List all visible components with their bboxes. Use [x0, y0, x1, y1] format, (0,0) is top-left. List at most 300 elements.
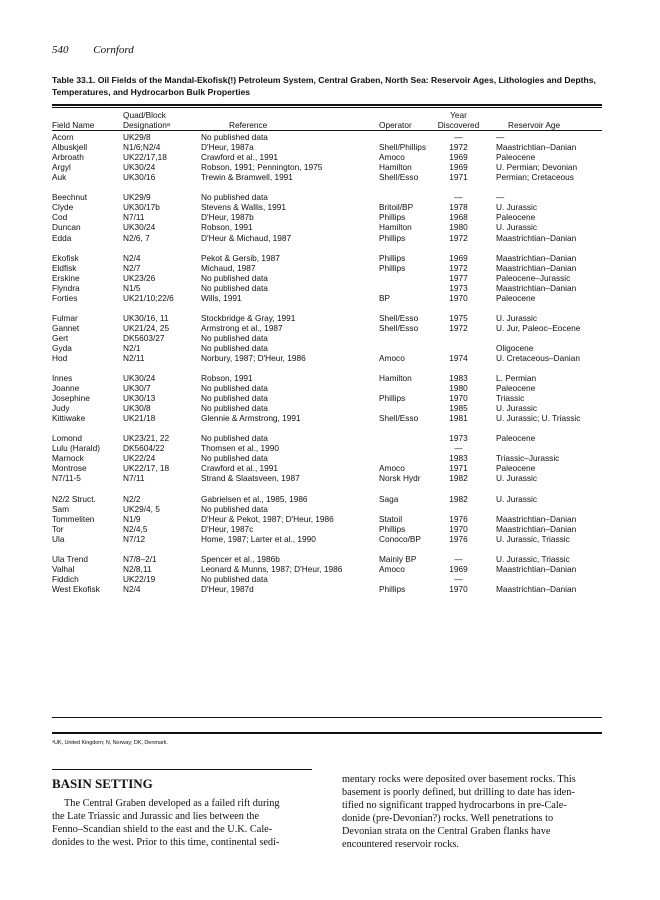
- cell-reference: No published data: [201, 573, 268, 584]
- cell-designation: UK22/24: [123, 453, 156, 464]
- cell-field-name: Forties: [52, 292, 78, 303]
- table-row: [52, 574, 602, 584]
- cell-year: 1975: [449, 312, 468, 323]
- cell-field-name: Ekofisk: [52, 252, 79, 263]
- cell-operator: Phillips: [379, 252, 406, 263]
- cell-designation: N2/4: [123, 583, 141, 594]
- table-top-rule: [52, 104, 602, 106]
- body-line: basement is poorly defined, but drilling to date has iden-: [342, 787, 575, 798]
- cell-designation: UK30/24: [123, 222, 156, 233]
- cell-field-name: Ula Trend: [52, 553, 88, 564]
- cell-reference: Leonard & Munns, 1987; D'Heur, 1986: [201, 563, 343, 574]
- group-spacer: [52, 544, 602, 554]
- cell-operator: Britoil/BP: [379, 202, 414, 213]
- cell-designation: UK21/18: [123, 413, 156, 424]
- cell-designation: N1/6;N2/4: [123, 142, 161, 153]
- cell-field-name: Gyda: [52, 342, 72, 353]
- cell-field-name: Eldfisk: [52, 262, 77, 273]
- cell-designation: UK30/17b: [123, 202, 160, 213]
- cell-operator: Amoco: [379, 152, 405, 163]
- cell-reservoir-age: Triassic–Jurassic: [496, 453, 560, 464]
- cell-operator: Shell/Esso: [379, 322, 419, 333]
- cell-field-name: N2/2 Struct.: [52, 493, 96, 504]
- cell-reference: No published data: [201, 433, 268, 444]
- cell-year: —: [454, 132, 463, 143]
- cell-reservoir-age: Maastrichtian–Danian: [496, 252, 577, 263]
- cell-operator: [371, 574, 431, 584]
- cell-year: [431, 333, 486, 343]
- cell-operator: Phillips: [379, 262, 406, 273]
- cell-designation: N1/5: [123, 282, 141, 293]
- cell-reservoir-age: U. Jurassic, Triassic: [496, 553, 570, 564]
- cell-operator: Hamilton: [379, 222, 412, 233]
- cell-reservoir-age: [486, 333, 602, 343]
- cell-year: 1973: [449, 433, 468, 444]
- cell-field-name: Beechnut: [52, 192, 88, 203]
- table-row: [52, 202, 602, 212]
- cell-reference: D'Heur, 1987a: [201, 142, 254, 153]
- cell-designation: UK29/4, 5: [123, 503, 160, 514]
- cell-operator: Phillips: [379, 583, 406, 594]
- col-header-reservoir-age: Reservoir Age: [508, 120, 561, 131]
- cell-reference: Crawford et al., 1991: [201, 152, 279, 163]
- cell-operator: Amoco: [379, 563, 405, 574]
- table-row: [52, 393, 602, 403]
- cell-year: 1978: [449, 202, 468, 213]
- cell-reservoir-age: Maastrichtian–Danian: [496, 142, 577, 153]
- cell-year: 1983: [449, 453, 468, 464]
- table-row: [52, 564, 602, 574]
- body-line: mentary rocks were deposited over basement rocks. This: [342, 774, 576, 785]
- cell-field-name: Arbroath: [52, 152, 84, 163]
- table-row: [52, 323, 602, 333]
- cell-year: 1980: [449, 222, 468, 233]
- cell-operator: Shell/Esso: [379, 312, 419, 323]
- cell-reservoir-age: [486, 504, 602, 514]
- table-bottom-rule: [52, 717, 602, 718]
- cell-reservoir-age: Paleocene: [496, 212, 536, 223]
- table-row: [52, 473, 602, 483]
- cell-reference: D'Heur & Michaud, 1987: [201, 232, 292, 243]
- cell-year: 1971: [449, 172, 468, 183]
- cell-reference: Gabrielsen et al., 1985, 1986: [201, 493, 308, 504]
- table-footnote: ᵃUK, United Kingdom; N, Norway; DK, Denmark.: [52, 740, 168, 746]
- cell-designation: UK30/24: [123, 162, 156, 173]
- cell-reference: No published data: [201, 453, 268, 464]
- cell-operator: [371, 192, 431, 202]
- table-row: [52, 212, 602, 222]
- col-header-reference: Reference: [229, 120, 268, 131]
- cell-reference: No published data: [201, 342, 268, 353]
- cell-reservoir-age: U. Jurassic; U. Triassic: [496, 413, 581, 424]
- cell-designation: UK21/24, 25: [123, 322, 170, 333]
- cell-reference: Spencer et al., 1986b: [201, 553, 280, 564]
- cell-year: 1969: [449, 152, 468, 163]
- group-spacer: [52, 484, 602, 494]
- cell-field-name: Tommeliten: [52, 513, 95, 524]
- cell-year: 1968: [449, 212, 468, 223]
- cell-reference: Michaud, 1987: [201, 262, 256, 273]
- cell-operator: Phillips: [379, 393, 406, 404]
- col-header-year: Year: [450, 110, 467, 120]
- cell-reservoir-age: Paleocene: [496, 433, 536, 444]
- table-row: [52, 162, 602, 172]
- cell-designation: UK29/8: [123, 132, 151, 143]
- cell-field-name: N7/11-5: [52, 473, 81, 484]
- cell-year: 1972: [449, 262, 468, 273]
- table-row: [52, 494, 602, 504]
- cell-operator: Amoco: [379, 352, 405, 363]
- table-end-rule: [52, 732, 602, 734]
- cell-field-name: Gannet: [52, 322, 80, 333]
- cell-operator: Statoil: [379, 513, 403, 524]
- running-author: Cornford: [93, 44, 134, 56]
- group-spacer: [52, 423, 602, 433]
- cell-reference: Stockbridge & Gray, 1991: [201, 312, 296, 323]
- cell-operator: Phillips: [379, 232, 406, 243]
- cell-reservoir-age: Maastrichtian–Danian: [496, 513, 577, 524]
- table-row: [52, 433, 602, 443]
- cell-field-name: Acorn: [52, 132, 74, 143]
- cell-operator: Norsk Hydr: [379, 473, 421, 484]
- running-header: [52, 44, 134, 56]
- table-caption: Table 33.1. Oil Fields of the Mandal-Ekofisk(!) Petroleum System, Central Graben, North Sea: Reservoir Ages, Lithologies and Depths, Temperatures, and Hydrocarbon Bulk Properties: [52, 75, 596, 97]
- cell-reference: Stevens & Wallis, 1991: [201, 202, 287, 213]
- cell-field-name: Fulmar: [52, 312, 78, 323]
- body-line: The Central Graben developed as a failed rift during: [64, 798, 280, 809]
- table-row: [52, 514, 602, 524]
- cell-reference: Norbury, 1987; D'Heur, 1986: [201, 352, 306, 363]
- table-row: [52, 313, 602, 323]
- cell-designation: DK5604/22: [123, 443, 165, 454]
- cell-reservoir-age: Maastrichtian–Danian: [496, 232, 577, 243]
- cell-designation: UK21/10;22/6: [123, 292, 174, 303]
- cell-reservoir-age: U. Jurassic, Triassic: [496, 533, 570, 544]
- cell-year: [431, 504, 486, 514]
- cell-designation: N2/1: [123, 342, 141, 353]
- cell-designation: N7/11: [123, 473, 145, 484]
- table-row: [52, 222, 602, 232]
- cell-designation: N2/6, 7: [123, 232, 150, 243]
- cell-operator: Conoco/BP: [379, 533, 421, 544]
- cell-operator: [371, 273, 431, 283]
- cell-reservoir-age: —: [496, 192, 505, 203]
- cell-year: 1970: [449, 393, 468, 404]
- cell-field-name: Tor: [52, 523, 64, 534]
- table-row: [52, 524, 602, 534]
- cell-field-name: Josephine: [52, 393, 90, 404]
- cell-reference: No published data: [201, 393, 268, 404]
- section-rule: [52, 769, 312, 770]
- cell-designation: N2/8,11: [123, 563, 152, 574]
- table-row: [52, 172, 602, 182]
- cell-year: 1969: [449, 563, 468, 574]
- cell-year: —: [454, 192, 463, 203]
- cell-field-name: Duncan: [52, 222, 81, 233]
- cell-designation: N2/4,5: [123, 523, 148, 534]
- table-row: [52, 373, 602, 383]
- section-title: BASIN SETTING: [52, 776, 153, 791]
- cell-field-name: Lulu (Harald): [52, 443, 100, 454]
- cell-field-name: Hod: [52, 352, 68, 363]
- cell-field-name: Albuskjell: [52, 142, 88, 153]
- cell-reservoir-age: U. Permian; Devonian: [496, 162, 578, 173]
- col-header-quad: Quad/Block: [123, 110, 166, 120]
- cell-reservoir-age: [486, 574, 602, 584]
- cell-year: 1976: [449, 533, 468, 544]
- cell-reference: Strand & Slaatsveen, 1987: [201, 473, 300, 484]
- cell-year: 1976: [449, 513, 468, 524]
- cell-reservoir-age: Oligocene: [496, 342, 534, 353]
- cell-reservoir-age: Paleocene: [496, 292, 536, 303]
- cell-designation: N2/4: [123, 252, 141, 263]
- table-row: [52, 233, 602, 243]
- cell-reference: Home, 1987; Larter et al., 1990: [201, 533, 316, 544]
- cell-reservoir-age: U. Jurassic: [496, 403, 538, 414]
- cell-field-name: West Ekofisk: [52, 583, 100, 594]
- cell-operator: Shell/Phillips: [379, 142, 427, 153]
- page-number: 540: [52, 44, 69, 56]
- cell-reference: D'Heur, 1987b: [201, 212, 254, 223]
- cell-field-name: Flyndra: [52, 282, 80, 293]
- table-row: [52, 453, 602, 463]
- table-row: [52, 132, 602, 142]
- col-header-designation: Designationᵃ: [123, 120, 170, 131]
- cell-reference: Thomsen et al., 1990: [201, 443, 279, 454]
- table-row: [52, 463, 602, 473]
- cell-year: 1974: [449, 352, 468, 363]
- cell-operator: [371, 383, 431, 393]
- cell-reference: No published data: [201, 132, 268, 143]
- cell-operator: [371, 283, 431, 293]
- group-spacer: [52, 363, 602, 373]
- cell-year: 1972: [449, 322, 468, 333]
- table-row: [52, 293, 602, 303]
- cell-operator: Saga: [379, 493, 399, 504]
- cell-year: 1969: [449, 252, 468, 263]
- cell-operator: [371, 504, 431, 514]
- cell-reservoir-age: U. Jurassic: [496, 222, 538, 233]
- cell-designation: N7/8–2/1: [123, 553, 157, 564]
- cell-operator: Phillips: [379, 523, 406, 534]
- cell-designation: UK30/16, 11: [123, 312, 169, 323]
- cell-year: 1972: [449, 232, 468, 243]
- table-row: [52, 554, 602, 564]
- cell-field-name: Auk: [52, 172, 67, 183]
- cell-year: 1973: [449, 282, 468, 293]
- cell-designation: N2/7: [123, 262, 141, 273]
- cell-reservoir-age: U. Cretaceous–Danian: [496, 352, 580, 363]
- cell-reference: No published data: [201, 282, 268, 293]
- cell-reservoir-age: U. Jur, Paleoc–Eocene: [496, 322, 581, 333]
- cell-designation: N7/12: [123, 533, 146, 544]
- cell-operator: [371, 333, 431, 343]
- group-spacer: [52, 243, 602, 253]
- cell-operator: Shell/Esso: [379, 172, 419, 183]
- cell-field-name: Edda: [52, 232, 72, 243]
- table-top-rule-thin: [52, 107, 602, 108]
- cell-designation: UK30/24: [123, 373, 156, 384]
- table-row: [52, 253, 602, 263]
- cell-designation: UK29/9: [123, 192, 151, 203]
- cell-designation: UK23/26: [123, 272, 156, 283]
- cell-field-name: Argyl: [52, 162, 71, 173]
- group-spacer: [52, 182, 602, 192]
- cell-operator: BP: [379, 292, 391, 303]
- table-row: [52, 534, 602, 544]
- cell-reference: Robson, 1991: [201, 373, 253, 384]
- cell-operator: Hamilton: [379, 162, 412, 173]
- cell-year: 1982: [449, 473, 468, 484]
- cell-year: 1969: [449, 162, 468, 173]
- cell-operator: Shell/Esso: [379, 413, 419, 424]
- cell-year: 1972: [449, 142, 468, 153]
- cell-reservoir-age: U. Jurassic: [496, 202, 538, 213]
- cell-year: 1983: [449, 373, 468, 384]
- header-bottom-rule: [52, 130, 602, 131]
- table-row: [52, 333, 602, 343]
- cell-operator: [371, 403, 431, 413]
- col-header-field-name: Field Name: [52, 120, 95, 131]
- cell-reservoir-age: —: [496, 132, 505, 143]
- body-line: the Late Triassic and Jurassic and lies between the: [52, 811, 260, 822]
- cell-designation: N2/11: [123, 352, 145, 363]
- cell-field-name: Fiddich: [52, 573, 79, 584]
- cell-operator: Amoco: [379, 463, 405, 474]
- cell-designation: UK22/17,18: [123, 152, 167, 163]
- cell-field-name: Sam: [52, 503, 70, 514]
- cell-field-name: Innes: [52, 373, 73, 384]
- cell-reference: Pekot & Gersib, 1987: [201, 252, 280, 263]
- body-line: tified no significant trapped hydrocarbons in pre-Cale-: [342, 800, 567, 811]
- cell-reservoir-age: Paleocene: [496, 463, 536, 474]
- header-row-top: [52, 110, 602, 120]
- table-row: [52, 443, 602, 453]
- cell-field-name: Gert: [52, 332, 69, 343]
- cell-reference: D'Heur, 1987d: [201, 583, 254, 594]
- cell-designation: UK23/21, 22: [123, 433, 170, 444]
- cell-year: 1981: [449, 413, 468, 424]
- table-row: [52, 273, 602, 283]
- cell-reservoir-age: Maastrichtian–Danian: [496, 523, 577, 534]
- body-line: donides to the west. Prior to this time, continental sedi-: [52, 837, 280, 848]
- cell-reference: No published data: [201, 383, 268, 394]
- cell-designation: N1/9: [123, 513, 141, 524]
- table-row: [52, 283, 602, 293]
- cell-field-name: Ula: [52, 533, 65, 544]
- cell-designation: UK22/17, 18: [123, 463, 170, 474]
- cell-operator: [371, 343, 431, 353]
- table-head: [52, 110, 602, 132]
- cell-reference: No published data: [201, 332, 268, 343]
- cell-reference: No published data: [201, 272, 268, 283]
- cell-year: —: [454, 553, 463, 564]
- cell-reference: No published data: [201, 403, 268, 414]
- cell-year: 1970: [449, 523, 468, 534]
- cell-reservoir-age: U. Jurassic: [496, 312, 538, 323]
- cell-field-name: Lomond: [52, 433, 82, 444]
- group-spacer: [52, 303, 602, 313]
- table-row: [52, 152, 602, 162]
- cell-reservoir-age: U. Jurassic: [496, 493, 538, 504]
- cell-reservoir-age: Permian; Cretaceous: [496, 172, 574, 183]
- cell-year: —: [454, 573, 463, 584]
- cell-reservoir-age: Paleocene: [496, 152, 536, 163]
- cell-year: 1980: [449, 383, 468, 394]
- table-row: [52, 263, 602, 273]
- cell-year: 1982: [449, 493, 468, 504]
- cell-field-name: Valhal: [52, 563, 75, 574]
- cell-designation: UK30/16: [123, 172, 156, 183]
- cell-field-name: Clyde: [52, 202, 74, 213]
- cell-reservoir-age: L. Permian: [496, 373, 537, 384]
- cell-field-name: Kittiwake: [52, 413, 86, 424]
- cell-reference: No published data: [201, 503, 268, 514]
- cell-designation: UK30/8: [123, 403, 151, 414]
- cell-operator: Hamilton: [379, 373, 412, 384]
- cell-year: 1971: [449, 463, 468, 474]
- cell-operator: [371, 443, 431, 453]
- cell-designation: UK22/19: [123, 573, 156, 584]
- cell-reservoir-age: U. Jurassic: [496, 473, 538, 484]
- table-row: [52, 353, 602, 363]
- table-row: [52, 504, 602, 514]
- cell-field-name: Erskine: [52, 272, 80, 283]
- cell-operator: [371, 453, 431, 463]
- cell-operator: Mainly BP: [379, 553, 417, 564]
- table-row: [52, 403, 602, 413]
- cell-year: [431, 343, 486, 353]
- cell-designation: N7/11: [123, 212, 145, 223]
- cell-operator: [371, 433, 431, 443]
- cell-field-name: Cod: [52, 212, 68, 223]
- cell-reservoir-age: Maastrichtian–Danian: [496, 282, 577, 293]
- cell-reference: Glennie & Armstrong, 1991: [201, 413, 301, 424]
- col-header-operator: Operator: [379, 120, 412, 131]
- cell-year: 1970: [449, 583, 468, 594]
- cell-designation: UK30/7: [123, 383, 151, 394]
- cell-reservoir-age: Maastrichtian–Danian: [496, 262, 577, 273]
- body-text-left: [52, 797, 310, 849]
- cell-designation: N2/2: [123, 493, 141, 504]
- table-row: [52, 142, 602, 152]
- body-text-right: [342, 773, 600, 851]
- cell-operator: Phillips: [379, 212, 406, 223]
- body-line: encountered reservoir rocks.: [342, 839, 459, 850]
- cell-reference: Crawford et al., 1991: [201, 463, 279, 474]
- cell-reference: Wills, 1991: [201, 292, 242, 303]
- cell-year: 1977: [449, 272, 468, 283]
- cell-reference: Robson, 1991: [201, 222, 253, 233]
- cell-reservoir-age: [486, 443, 602, 453]
- cell-designation: DK5603/27: [123, 332, 165, 343]
- table-row: [52, 413, 602, 423]
- table-row: [52, 383, 602, 393]
- oil-fields-table: [52, 110, 602, 594]
- body-line: donide (pre-Devonian?) rocks. Well penetrations to: [342, 813, 554, 824]
- cell-reference: D'Heur, 1987c: [201, 523, 254, 534]
- cell-reference: Robson, 1991; Pennington, 1975: [201, 162, 323, 173]
- cell-reference: No published data: [201, 192, 268, 203]
- cell-reservoir-age: Triassic: [496, 393, 525, 404]
- cell-year: 1985: [449, 403, 468, 414]
- table-row: [52, 343, 602, 353]
- cell-field-name: Montrose: [52, 463, 87, 474]
- cell-reference: Armstrong et al., 1987: [201, 322, 283, 333]
- cell-reservoir-age: Paleocene–Jurassic: [496, 272, 571, 283]
- cell-reference: D'Heur & Pekot, 1987; D'Heur, 1986: [201, 513, 334, 524]
- body-line: Fenno–Scandian shield to the east and the U.K. Cale-: [52, 824, 273, 835]
